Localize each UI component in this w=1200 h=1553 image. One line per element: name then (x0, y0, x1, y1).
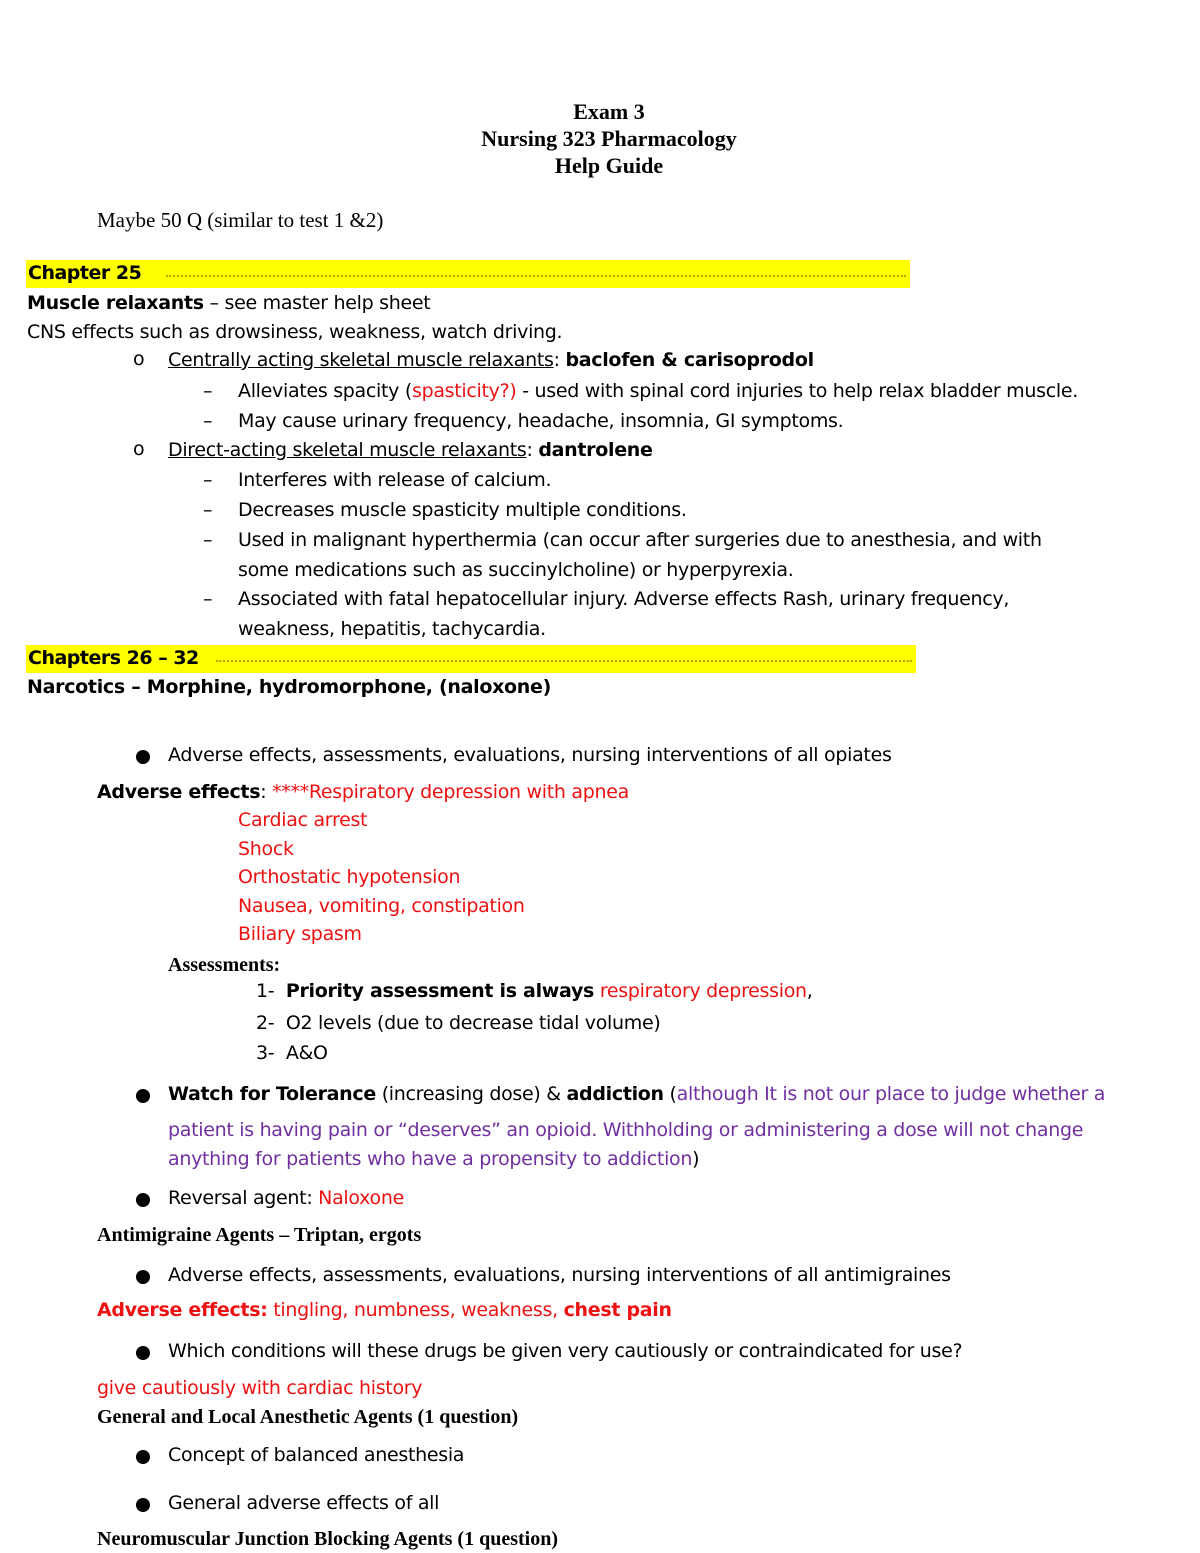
assessment-1: 1- Priority assessment is always respiratory depression, (256, 980, 813, 1002)
bullet-icon (136, 1346, 150, 1360)
narcotics-title: Narcotics – Morphine, hydromorphone, (naloxone) (27, 676, 552, 698)
chapter-25-heading (26, 260, 910, 288)
anesthetic-bullet-1: Concept of balanced anesthesia (168, 1444, 465, 1466)
dash-marker: – (203, 380, 213, 402)
assessment-2: 2- O2 levels (due to decrease tidal volume) (256, 1012, 661, 1034)
opiates-bullet: Adverse effects, assessments, evaluations, nursing interventions of all opiates (168, 744, 892, 766)
central-point-1: Alleviates spacity (spasticity?) - used with spinal cord injuries to help relax bladder muscle. (238, 380, 1078, 402)
chapter-26-32-heading (26, 645, 916, 673)
dotted-leader (166, 275, 906, 277)
conditions-bullet: Which conditions will these drugs be given very cautiously or contraindicated for use? (168, 1340, 963, 1362)
direct-point-2: Decreases muscle spasticity multiple conditions. (238, 499, 687, 521)
bullet-icon (136, 1089, 150, 1103)
central-acting-drugs: baclofen & carisoprodol (565, 349, 814, 371)
opiates-ae-item: Cardiac arrest (238, 809, 368, 831)
chapter-25-label: Chapter 25 (28, 262, 142, 284)
central-point-2: May cause urinary frequency, headache, insomnia, GI symptoms. (238, 410, 844, 432)
list-marker-o: o (133, 348, 145, 370)
direct-point-4b: weakness, hepatitis, tachycardia. (238, 618, 546, 640)
opiates-ae-item: Orthostatic hypotension (238, 866, 461, 888)
tolerance-line-1: Watch for Tolerance (increasing dose) & addiction (although It is not our place to judge whether a (168, 1083, 1106, 1105)
title-course: Nursing 323 Pharmacology (481, 126, 737, 151)
opiates-ae-item: Shock (238, 838, 294, 860)
anesthetic-bullet-2: General adverse effects of all (168, 1492, 440, 1514)
cns-effects: CNS effects such as drowsiness, weakness, watch driving. (27, 321, 563, 343)
antimigraine-bullet: Adverse effects, assessments, evaluations, nursing interventions of all antimigraines (168, 1264, 951, 1286)
muscle-relaxants-note: – see master help sheet (203, 292, 431, 314)
anesthetic-title: General and Local Anesthetic Agents (1 question) (97, 1406, 519, 1428)
bullet-icon (136, 1270, 150, 1284)
direct-point-3b: some medications such as succinylcholine) or hyperpyrexia. (238, 559, 794, 581)
central-acting-line: Centrally acting skeletal muscle relaxants: baclofen & carisoprodol (168, 349, 814, 371)
dash-marker: – (203, 588, 213, 610)
bullet-icon (136, 750, 150, 764)
direct-acting-line: Direct-acting skeletal muscle relaxants: dantrolene (168, 439, 653, 461)
reversal-agent: Reversal agent: Naloxone (168, 1187, 404, 1209)
dash-marker: – (203, 469, 213, 491)
opiates-ae-item: Nausea, vomiting, constipation (238, 895, 525, 917)
list-marker-o: o (133, 438, 145, 460)
title-guide: Help Guide (554, 153, 664, 178)
dash-marker: – (203, 499, 213, 521)
direct-point-3a: Used in malignant hyperthermia (can occur after surgeries due to anesthesia, and with (238, 529, 1042, 551)
chapter-26-32-label: Chapters 26 – 32 (28, 647, 199, 669)
antimigraine-adverse-effects: Adverse effects: tingling, numbness, weakness, chest pain (97, 1299, 672, 1321)
muscle-relaxants-title: Muscle relaxants (27, 292, 204, 314)
muscle-relaxants-line (27, 292, 430, 315)
antimigraine-title: Antimigraine Agents – Triptan, ergots (97, 1224, 422, 1246)
intro-note: Maybe 50 Q (similar to test 1 &2) (97, 208, 384, 232)
dash-marker: – (203, 410, 213, 432)
direct-point-1: Interferes with release of calcium. (238, 469, 552, 491)
dotted-leader (216, 660, 912, 662)
bullet-icon (136, 1498, 150, 1512)
bullet-icon (136, 1193, 150, 1207)
opiates-ae-item: Biliary spasm (238, 923, 362, 945)
dash-marker: – (203, 529, 213, 551)
tolerance-line-3: anything for patients who have a propensity to addiction) (168, 1148, 700, 1170)
opiates-adverse-effects: Adverse effects: ****Respiratory depression with apnea (97, 781, 629, 803)
assessments-label: Assessments: (168, 954, 281, 976)
nmj-title: Neuromuscular Junction Blocking Agents (1 question) (97, 1528, 558, 1550)
central-acting-title: Centrally acting skeletal muscle relaxants (168, 349, 554, 371)
direct-acting-title: Direct-acting skeletal muscle relaxants (168, 439, 527, 461)
bullet-icon (136, 1450, 150, 1464)
direct-point-4a: Associated with fatal hepatocellular injury. Adverse effects Rash, urinary frequency, (238, 588, 1010, 610)
title-exam: Exam 3 (573, 99, 645, 124)
caution-note: give cautiously with cardiac history (97, 1377, 423, 1399)
tolerance-line-2: patient is having pain or “deserves” an opioid. Withholding or administering a dose will not change (168, 1119, 1084, 1141)
assessment-3: 3- A&O (256, 1042, 328, 1064)
direct-acting-drug: dantrolene (538, 439, 653, 461)
